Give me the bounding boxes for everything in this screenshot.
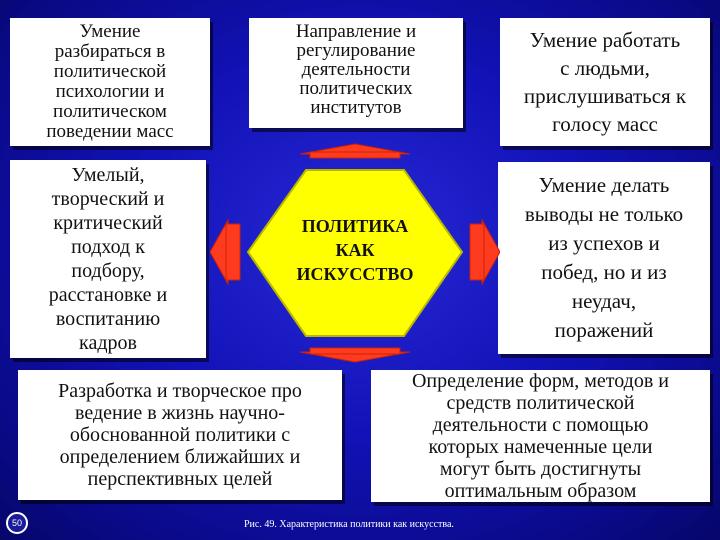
arrow-down-shaft xyxy=(310,348,400,354)
arrow-left-shaft xyxy=(226,224,240,280)
box-political-psychology-text: Умение разбираться в политической психологии и политическом поведении масс xyxy=(46,21,174,142)
box-forms-and-methods-text: Определение форм, методов и средств политической деятельности с помощью которых намеченные цели могут быть достигнуты оптимальным образом xyxy=(411,370,670,502)
center-label xyxy=(262,212,448,288)
center-label-text: ПОЛИТИКА КАК ИСКУССТВО xyxy=(296,216,414,284)
arrow-left-icon xyxy=(210,220,228,284)
box-work-with-people-text: Умение работать с людьми, прислушиваться к голосу масс xyxy=(523,28,687,136)
arrow-right-shaft xyxy=(470,224,484,280)
box-institutions-regulation-text: Направление и регулирование деятельности политических институтов xyxy=(295,21,417,118)
box-political-psychology xyxy=(10,18,210,146)
slide-number-badge: 50 xyxy=(6,512,28,534)
arrow-up-shaft xyxy=(310,152,400,158)
arrow-right-icon xyxy=(482,220,500,284)
box-personnel-approach xyxy=(10,160,206,358)
box-draw-conclusions-text: Умение делать выводы не только из успехов и побед, но и из неудач, поражений xyxy=(524,173,684,342)
box-policy-development xyxy=(18,370,342,500)
box-forms-and-methods xyxy=(371,370,710,502)
box-work-with-people xyxy=(500,18,710,146)
box-draw-conclusions xyxy=(498,162,710,354)
box-institutions-regulation xyxy=(249,18,463,128)
figure-caption: Рис. 49. Характеристика политики как искусства. xyxy=(244,519,454,530)
box-policy-development-text: Разработка и творческое про ведение в жизнь научно- обоснованной политики с определением ближайших и перспективных целей xyxy=(58,380,302,490)
box-personnel-approach-text: Умелый, творческий и критический подход к подбору, расстановке и воспитанию кадров xyxy=(48,164,168,354)
